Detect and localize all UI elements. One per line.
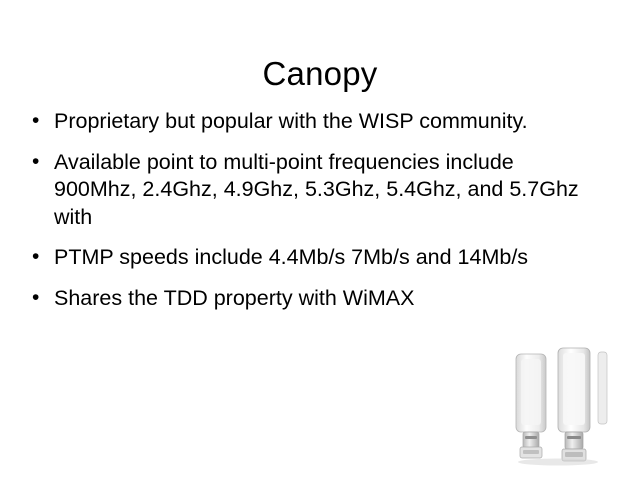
bullet-marker-icon: •	[32, 285, 40, 309]
list-item-text: Proprietary but popular with the WISP community.	[54, 109, 528, 133]
bullet-marker-icon: •	[32, 109, 40, 132]
list-item	[26, 108, 586, 136]
bullet-list	[26, 108, 586, 312]
bullet-marker-icon: •	[32, 245, 40, 269]
canopy-radio-photo	[502, 346, 624, 466]
page-title: Canopy	[262, 55, 378, 93]
list-item	[26, 244, 586, 272]
list-item-text: PTMP speeds include 4.4Mb/s 7Mb/s and 14Mb/s	[54, 245, 529, 270]
list-item-text: Shares the TDD property with WiMAX	[54, 285, 415, 310]
bullet-marker-icon: •	[32, 149, 40, 173]
list-item	[26, 149, 586, 232]
list-item	[26, 285, 586, 313]
list-item-text: Available point to multi-point frequencies include 900Mhz, 2.4Ghz, 4.9Ghz, 5.3Ghz, 5.4Ghz, and 5.7Ghz with	[54, 149, 579, 229]
